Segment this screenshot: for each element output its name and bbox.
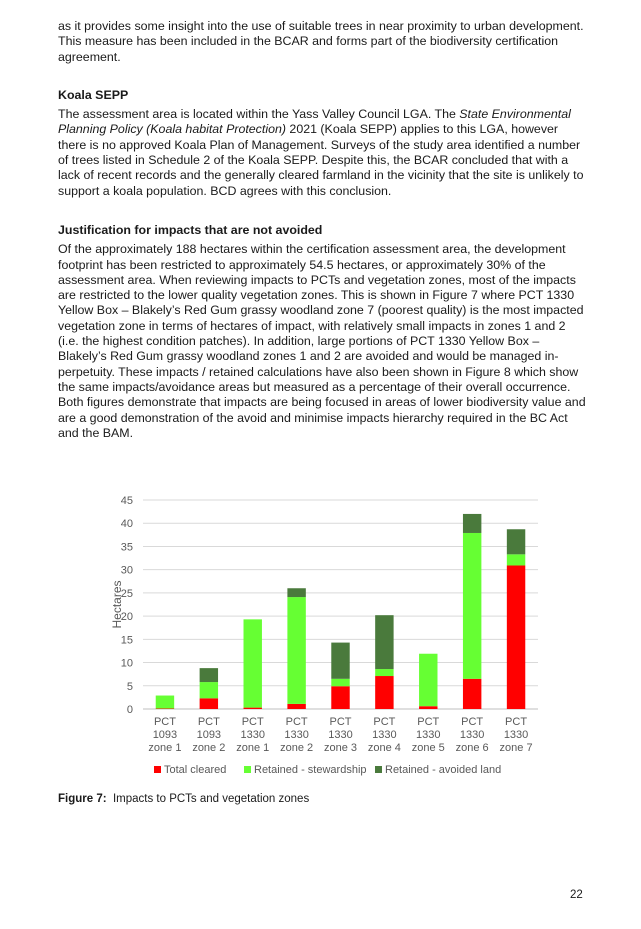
bar-segment-2 bbox=[200, 682, 218, 698]
x-tick-label: zone 6 bbox=[455, 742, 489, 754]
justification-paragraph: Of the approximately 188 hectares within the certification assessment area, the development footprint has been restricted to approximately 54.5 hectares, or approximately 30% of the assessment area. When reviewing impacts to PCTs and vegetation zones, most of the impacts are restricted to the lower quality vegetation zones. This is shown in Figure 7 where PCT 1330 Yellow Box – Blakely’s Red Gum grassy woodland zone 7 (poorest quality) is the most impacted vegetation zone in terms of hectares of impact, with relatively small impacts in zones 1 and 2 (i.e. the highest condition patches). In addition, large portions of PCT 1330 Yellow Box – Blakely’s Red Gum grassy woodland zones 1 and 2 are avoided and would be managed in-perpetuity. These impacts / retained calculations have also been shown in Figure 8 which show the same impacts/avoidance areas but measured as a percentage of their overall occurrence. Both figures demonstrate that impacts are being focused in areas of lower biodiversity value and are a good demonstration of the avoid and minimise impacts hierarchy required in the BC Act and the BAM. bbox=[58, 242, 586, 440]
bar-segment-1 bbox=[507, 565, 525, 709]
legend-swatch bbox=[244, 766, 251, 773]
koala-paragraph-pre: The assessment area is located within the Yass Valley Council LGA. The bbox=[58, 107, 460, 122]
koala-paragraph-italic: State Environmental Planning Policy (Koala habitat Protection) bbox=[58, 107, 571, 137]
bar-segment-1 bbox=[375, 676, 393, 709]
x-tick-label: 1330 bbox=[240, 729, 265, 741]
x-tick-label: 1330 bbox=[503, 729, 529, 741]
bar-segment-1 bbox=[463, 679, 481, 709]
page-number: 22 bbox=[570, 889, 583, 901]
bar-segment-3 bbox=[331, 643, 349, 679]
bar-segment-1 bbox=[244, 708, 262, 709]
koala-sepp-paragraph bbox=[58, 107, 588, 199]
bar-segment-3 bbox=[507, 529, 525, 554]
legend-swatch bbox=[154, 766, 161, 773]
bar-segment-3 bbox=[287, 588, 305, 597]
bar-segment-2 bbox=[331, 679, 349, 686]
x-tick-label: 1330 bbox=[284, 729, 309, 741]
x-tick-label: zone 1 bbox=[148, 742, 182, 754]
bar-segment-1 bbox=[419, 706, 437, 709]
y-tick-label: 35 bbox=[120, 541, 133, 554]
y-tick-label: 25 bbox=[120, 587, 133, 600]
x-tick-label: zone 1 bbox=[236, 742, 270, 754]
y-tick-label: 0 bbox=[126, 704, 133, 716]
justification-heading: Justification for impacts that are not avoided bbox=[58, 222, 323, 237]
x-tick-label: zone 7 bbox=[499, 742, 533, 754]
figure-caption bbox=[58, 793, 309, 805]
x-tick-label: 1093 bbox=[196, 729, 222, 741]
y-tick-label: 30 bbox=[120, 564, 133, 577]
koala-sepp-heading: Koala SEPP bbox=[58, 87, 129, 102]
legend-label: Total cleared bbox=[164, 764, 227, 776]
x-tick-label: zone 2 bbox=[192, 742, 226, 754]
y-tick-label: 10 bbox=[120, 657, 133, 670]
bar-segment-3 bbox=[463, 514, 481, 533]
legend-label: Retained - stewardship bbox=[254, 764, 367, 776]
koala-paragraph-post: 2021 (Koala SEPP) applies to this LGA, however there is no approved Koala Plan of Management. Surveys of the study area identified a number of trees listed in Schedule 2 of the Koala SEPP. Despite this, the BCAR concluded that with a lack of recent records and the generally cleared farmland in the vicinity that the site is unlikely to support a koala population. BCD agrees with this conclusion. bbox=[58, 122, 584, 198]
bar-segment-2 bbox=[244, 619, 262, 707]
bar-segment-2 bbox=[419, 654, 437, 706]
x-tick-label: PCT bbox=[241, 716, 264, 728]
x-tick-label: zone 3 bbox=[323, 742, 358, 754]
x-tick-label: 1330 bbox=[372, 729, 397, 741]
x-tick-label: zone 5 bbox=[411, 742, 445, 754]
x-tick-label: PCT bbox=[153, 716, 176, 728]
x-tick-label: zone 4 bbox=[367, 742, 401, 754]
legend-label: Retained - avoided land bbox=[385, 764, 502, 776]
legend-swatch bbox=[375, 766, 382, 773]
y-tick-label: 15 bbox=[120, 634, 133, 647]
intro-paragraph: as it provides some insight into the use of suitable trees in near proximity to urban development. This measure has been included in the BCAR and forms part of the biodiversity certification agreement. bbox=[58, 19, 584, 64]
figure-caption-text: Impacts to PCTs and vegetation zones bbox=[106, 793, 310, 805]
bar-segment-2 bbox=[507, 554, 525, 565]
impacts-chart bbox=[108, 487, 543, 782]
x-tick-label: PCT bbox=[285, 716, 308, 728]
y-tick-label: 5 bbox=[126, 680, 133, 693]
x-tick-label: PCT bbox=[505, 716, 528, 728]
y-tick-label: 45 bbox=[120, 495, 133, 507]
x-tick-label: 1330 bbox=[328, 729, 353, 741]
x-tick-label: 1330 bbox=[459, 729, 485, 741]
x-tick-label: PCT bbox=[197, 716, 220, 728]
bar-segment-3 bbox=[200, 668, 218, 682]
x-tick-label: zone 2 bbox=[280, 742, 314, 754]
x-tick-label: 1093 bbox=[152, 729, 178, 741]
bar-segment-2 bbox=[156, 696, 174, 709]
figure-caption-label: Figure 7: bbox=[58, 793, 107, 805]
x-tick-label: PCT bbox=[329, 716, 352, 728]
bar-segment-1 bbox=[331, 686, 349, 709]
bar-segment-2 bbox=[287, 597, 305, 704]
y-tick-label: 20 bbox=[120, 611, 133, 624]
bar-segment-1 bbox=[200, 698, 218, 709]
bar-segment-1 bbox=[287, 704, 305, 709]
bar-segment-3 bbox=[375, 615, 393, 669]
x-tick-label: PCT bbox=[373, 716, 396, 728]
impacts-chart-svg bbox=[108, 487, 543, 782]
bar-segment-2 bbox=[375, 669, 393, 676]
y-tick-label: 40 bbox=[120, 518, 133, 531]
document-body bbox=[58, 19, 588, 441]
bar-segment-2 bbox=[463, 533, 481, 679]
y-axis-label: Hectares bbox=[110, 580, 124, 629]
x-tick-label: PCT bbox=[461, 716, 484, 728]
x-tick-label: PCT bbox=[417, 716, 440, 728]
x-tick-label: 1330 bbox=[416, 729, 441, 741]
